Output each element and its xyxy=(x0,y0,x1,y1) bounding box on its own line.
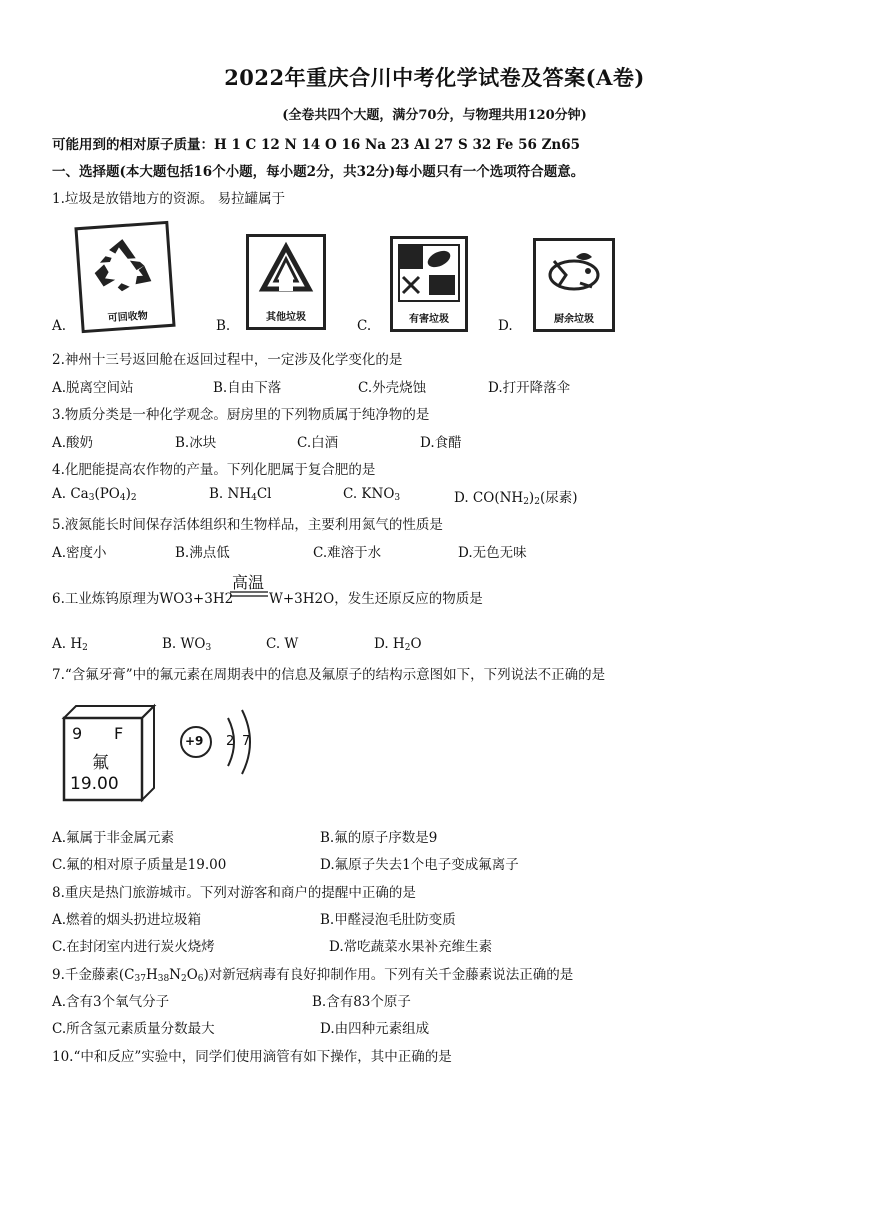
q7-option-c: C.氟的相对原子质量是19.00 xyxy=(52,857,227,873)
q4-d-sub1: 2 xyxy=(523,497,529,507)
nucleus-charge: +9 xyxy=(185,734,204,748)
q6-d-tail: O xyxy=(410,636,422,652)
question-5-stem: 5.液氮能长时间保存活体组织和生物样品，主要利用氮气的性质是 xyxy=(52,517,443,533)
bin-label-other: 其他垃圾 xyxy=(266,312,306,323)
q3-option-c: C.白酒 xyxy=(297,435,339,451)
q4-option-c xyxy=(343,486,400,502)
q9-option-b: B.含有83个原子 xyxy=(312,994,411,1010)
q1-option-c: C. xyxy=(357,318,372,334)
q9-stem-a: 9.千金藤素(C xyxy=(52,967,135,983)
reaction-condition: 高温 xyxy=(232,573,265,592)
question-10-stem: 10.“中和反应”实验中，同学们使用滴管有如下操作，其中正确的是 xyxy=(52,1049,452,1065)
q5-option-a: A.密度小 xyxy=(52,545,107,561)
q3-option-d: D.食醋 xyxy=(420,435,462,451)
question-2-stem: 2.神州十三号返回舱在返回过程中，一定涉及化学变化的是 xyxy=(52,352,403,368)
q6-option-a xyxy=(52,636,88,652)
q4-option-a xyxy=(52,486,137,502)
q6-option-b xyxy=(162,636,211,652)
q8-option-b: B.甲醛浸泡毛肚防变质 xyxy=(320,912,456,928)
atomic-mass: 19.00 xyxy=(70,774,119,794)
hazardous-bin-icon xyxy=(390,236,468,332)
bin-label-hazardous: 有害垃圾 xyxy=(409,314,449,325)
q7-option-a: A.氟属于非金属元素 xyxy=(52,830,175,846)
q7-option-b: B.氟的原子序数是9 xyxy=(320,830,438,846)
shell-1-electrons: 2 xyxy=(226,734,235,749)
q4-option-d xyxy=(454,486,577,506)
q4-a-text: A. Ca xyxy=(52,486,89,502)
q4-option-b xyxy=(209,486,271,502)
q2-option-b: B.自由下落 xyxy=(213,380,282,396)
atomic-number: 9 xyxy=(72,724,83,743)
q9-sub-h: 38 xyxy=(157,974,170,984)
other-waste-bin-icon xyxy=(246,234,326,330)
q5-option-c: C.难溶于水 xyxy=(313,545,382,561)
q6-a-sub: 2 xyxy=(82,643,88,653)
q4-c-sub: 3 xyxy=(394,493,401,503)
question-4-stem: 4.化肥能提高农作物的产量。下列化肥属于复合肥的是 xyxy=(52,462,376,478)
element-name: 氟 xyxy=(92,753,109,773)
question-6-stem-left: 6.工业炼钨原理为WO3+3H2 xyxy=(52,591,234,607)
q6-b-sub: 3 xyxy=(205,643,212,653)
q9-sub-n: 2 xyxy=(180,974,187,984)
q9-option-a: A.含有3个氧气分子 xyxy=(52,994,170,1010)
question-6-stem-right: W+3H2O，发生还原反应的物质是 xyxy=(269,591,483,607)
q8-option-d: D.常吃蔬菜水果补充维生素 xyxy=(329,939,493,955)
equals-sign-icon xyxy=(230,590,268,598)
q7-option-d: D.氟原子失去1个电子变成氟离子 xyxy=(320,857,519,873)
q4-d-text2: ) xyxy=(528,490,535,506)
section-heading: 一、选择题(本大题包括16个小题，每小题2分，共32分)每小题只有一个选项符合题意。 xyxy=(52,164,585,180)
q4-c-text: C. KNO xyxy=(343,486,395,502)
q5-option-d: D.无色无味 xyxy=(458,545,527,561)
q6-a-text: A. H xyxy=(52,636,83,652)
periodic-table-cell xyxy=(58,702,158,807)
q4-b-sub: 4 xyxy=(251,493,257,503)
q6-option-c: C. W xyxy=(266,636,299,652)
q9-o: O xyxy=(186,967,198,983)
atom-structure-diagram xyxy=(176,704,266,776)
shell-2-electrons: 7 xyxy=(242,734,251,749)
q4-a-sub1: 3 xyxy=(88,493,95,503)
q5-option-b: B.沸点低 xyxy=(175,545,230,561)
q4-a-sub2: 4 xyxy=(119,493,126,503)
q6-b-text: B. WO xyxy=(162,636,206,652)
q3-option-b: B.冰块 xyxy=(175,435,217,451)
q4-b-text2: Cl xyxy=(256,486,272,502)
q9-h: H xyxy=(145,967,158,983)
question-1-stem: 1.垃圾是放错地方的资源。 易拉罐属于 xyxy=(52,191,286,207)
element-symbol: F xyxy=(114,724,124,743)
page-subtitle: (全卷共四个大题，满分70分，与物理共用120分钟) xyxy=(282,108,587,123)
bin-label-kitchen: 厨余垃圾 xyxy=(554,314,594,325)
recyclable-bin-icon xyxy=(74,221,175,333)
q4-a-text3: ) xyxy=(125,486,131,502)
question-9-stem xyxy=(52,963,573,983)
q2-option-d: D.打开降落伞 xyxy=(488,380,571,396)
atomic-masses: 可能用到的相对原子质量：H 1 C 12 N 14 O 16 Na 23 Al 27 S 32 Fe 56 Zn65 xyxy=(52,137,581,153)
q1-option-b: B. xyxy=(216,318,231,334)
question-3-stem: 3.物质分类是一种化学观念。厨房里的下列物质属于纯净物的是 xyxy=(52,407,430,423)
q8-option-a: A.燃着的烟头扔进垃圾箱 xyxy=(52,912,202,928)
q8-option-c: C.在封闭室内进行炭火烧烤 xyxy=(52,939,215,955)
q3-option-a: A.酸奶 xyxy=(52,435,94,451)
bin-label-recyclable: 可回收物 xyxy=(107,310,149,325)
q4-d-text3: (尿素) xyxy=(539,490,578,506)
question-7-stem: 7.“含氟牙膏”中的氟元素在周期表中的信息及氟原子的结构示意图如下，下列说法不正确的是 xyxy=(52,667,606,683)
question-8-stem: 8.重庆是热门旅游城市。下列对游客和商户的提醒中正确的是 xyxy=(52,885,416,901)
q4-b-text: B. NH xyxy=(209,486,252,502)
q1-option-d: D. xyxy=(498,318,513,334)
q4-d-text: D. CO(NH xyxy=(454,490,524,506)
kitchen-waste-bin-icon xyxy=(533,238,615,332)
q4-a-text2: (PO xyxy=(94,486,120,502)
q9-sub-o: 6 xyxy=(197,974,204,984)
page-title: 2022年重庆合川中考化学试卷及答案(A卷) xyxy=(224,65,645,90)
q9-option-c: C.所含氢元素质量分数最大 xyxy=(52,1021,215,1037)
q9-stem-b: )对新冠病毒有良好抑制作用。下列有关千金藤素说法正确的是 xyxy=(203,967,574,983)
q4-a-sub3: 2 xyxy=(130,493,137,503)
q6-option-d xyxy=(374,636,422,652)
q9-sub-c: 37 xyxy=(134,974,146,984)
q6-d-sub: 2 xyxy=(404,643,411,653)
q6-d-text: D. H xyxy=(374,636,405,652)
q9-n: N xyxy=(169,967,181,983)
q9-option-d: D.由四种元素组成 xyxy=(320,1021,430,1037)
q4-d-sub2: 2 xyxy=(534,497,540,507)
q2-option-c: C.外壳烧蚀 xyxy=(358,380,427,396)
q1-option-a: A. xyxy=(52,318,67,334)
q2-option-a: A.脱离空间站 xyxy=(52,380,134,396)
